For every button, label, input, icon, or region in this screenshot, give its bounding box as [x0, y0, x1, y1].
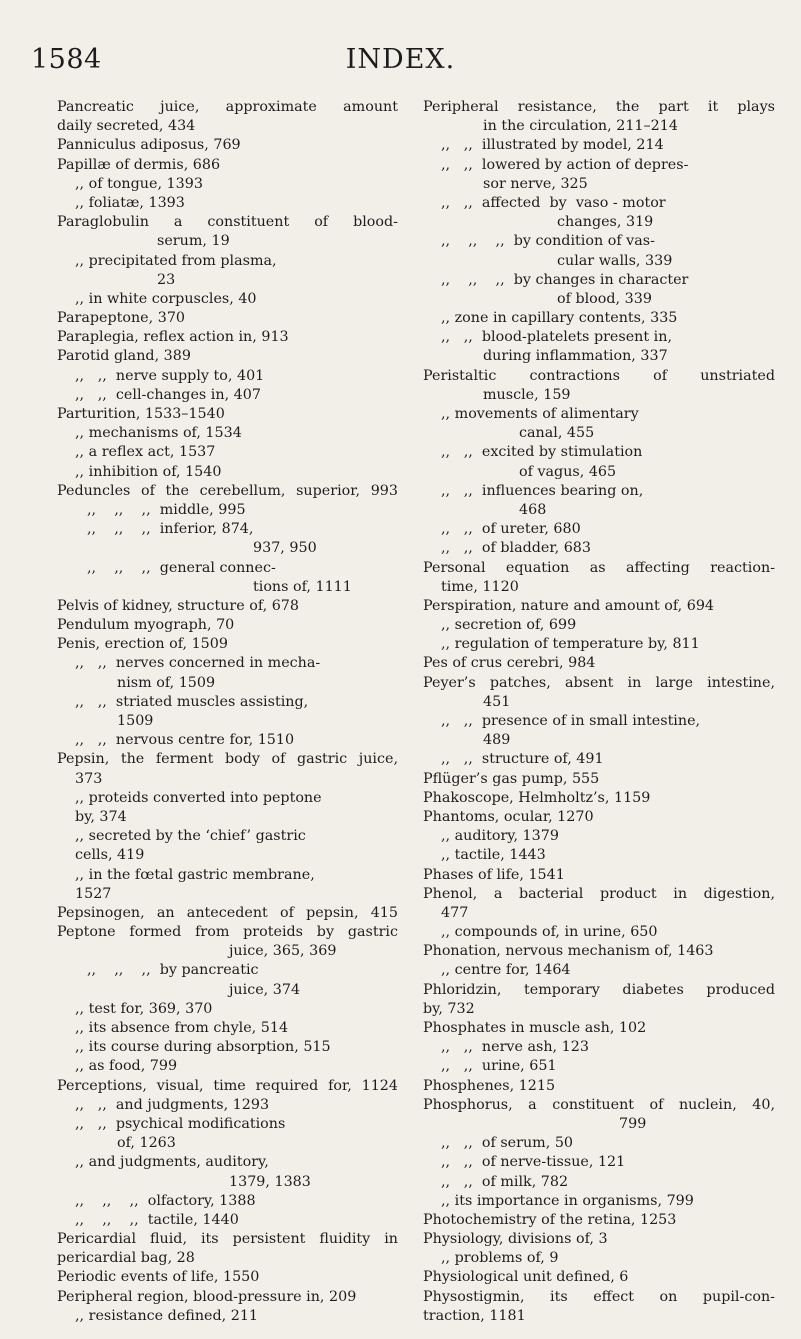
index-entry-line: Phonation, nervous mechanism of, 1463 [423, 943, 714, 960]
index-entry-line: juice, 365, 369 [229, 943, 337, 960]
index-entry-line: 1379, 1383 [229, 1173, 311, 1190]
index-entry-line: ,, ,, of bladder, 683 [441, 540, 591, 557]
index-entry-line: Pelvis of kidney, structure of, 678 [57, 597, 299, 614]
index-entry-line: ,, problems of, 9 [441, 1250, 559, 1267]
index-entry-line: serum, 19 [157, 233, 230, 250]
index-entry-line: Physostigmin, its effect on pupil-con- [423, 1288, 775, 1305]
index-entry-line: Pendulum myograph, 70 [57, 617, 235, 634]
index-entry-line: Parturition, 1533–1540 [57, 406, 225, 422]
index-entry-line: time, 1120 [441, 578, 519, 595]
index-entry-line: 373 [75, 770, 103, 787]
index-entry-line: Peduncles of the cerebellum, superior, 993 [57, 482, 398, 499]
index-entry-line: 451 [483, 693, 511, 710]
index-entry-line: 937, 950 [253, 540, 317, 557]
index-entry-line: ,, foliatæ, 1393 [75, 194, 185, 211]
index-entry-line: 23 [157, 271, 176, 288]
index-entry-line: Pes of crus cerebri, 984 [423, 655, 596, 672]
index-entry-line: ,, ,, nerve ash, 123 [441, 1039, 589, 1056]
index-entry-line: Perspiration, nature and amount of, 694 [423, 597, 715, 614]
index-entry-line: ,, tactile, 1443 [441, 847, 546, 864]
index-entry-line: by, 732 [423, 1000, 475, 1017]
index-entry-line: ,, a reflex act, 1537 [75, 444, 216, 461]
index-entry-line: of, 1263 [117, 1135, 176, 1152]
index-entry-line: Phenol, a bacterial product in digestion, [423, 885, 775, 902]
index-entry-line: juice, 374 [229, 981, 301, 998]
index-entry-line: ,, ,, blood-platelets present in, [441, 329, 673, 346]
index-entry-line: ,, ,, excited by stimulation [441, 444, 643, 461]
index-entry-line: ,, ,, ,, by condition of vas- [441, 233, 655, 250]
index-entry-line: Panniculus adiposus, 769 [57, 137, 241, 154]
index-entry-line: Periodic events of life, 1550 [57, 1269, 260, 1286]
index-entry-line: Pepsin, the ferment body of gastric juice, [57, 751, 398, 768]
page-header [0, 44, 801, 84]
index-entry-line: ,, in white corpuscles, 40 [75, 290, 257, 307]
index-entry-line: 799 [619, 1115, 647, 1132]
index-entry-line: sor nerve, 325 [483, 175, 588, 192]
index-entry-line: ,, ,, structure of, 491 [441, 751, 604, 768]
index-entry-line: ,, ,, ,, inferior, 874, [87, 521, 254, 538]
index-entry-line: Paraplegia, reflex action in, 913 [57, 329, 289, 346]
index-entry-line: Personal equation as affecting reaction- [423, 559, 775, 576]
index-entry-line: Phosphates in muscle ash, 102 [423, 1020, 647, 1036]
index-entry-line: ,, mechanisms of, 1534 [75, 425, 242, 442]
index-entry-line: ,, ,, ,, middle, 995 [87, 501, 246, 518]
index-entry-line: ,, centre for, 1464 [441, 962, 571, 979]
running-title: INDEX. [345, 44, 456, 75]
index-entry-line: ,, ,, urine, 651 [441, 1058, 557, 1075]
index-entry-line: Pericardial fluid, its persistent fluidity in [57, 1231, 398, 1248]
index-entry-line: Phases of life, 1541 [423, 866, 565, 883]
index-entry-line: ,, ,, affected by vaso - motor [441, 194, 666, 211]
index-entry-line: ,, resistance defined, 211 [75, 1307, 259, 1324]
index-entry-line: tions of, 1111 [253, 578, 352, 595]
index-entry-line: ,, ,, of serum, 50 [441, 1135, 574, 1152]
index-entry-line: ,, its course during absorption, 515 [75, 1039, 331, 1056]
index-entry-line: 1509 [117, 713, 154, 729]
index-entry-line: Peripheral region, blood-pressure in, 209 [57, 1288, 357, 1305]
index-entry-line: ,, ,, ,, olfactory, 1388 [75, 1192, 256, 1209]
index-entry-line: Parotid gland, 389 [57, 348, 191, 365]
index-entry-line: ,, compounds of, in urine, 650 [441, 924, 658, 941]
index-entry-line: by, 374 [75, 808, 127, 825]
index-entry-line: ,, ,, of ureter, 680 [441, 521, 581, 538]
index-entry-line: ,, ,, cell-changes in, 407 [75, 386, 261, 403]
index-entry-line: ,, ,, ,, general connec- [87, 559, 276, 576]
index-entry-line: Phantoms, ocular, 1270 [423, 808, 594, 825]
index-entry-line: Peristaltic contractions of unstriated [423, 367, 775, 384]
index-entry-line: Phosphorus, a constituent of nuclein, 40, [423, 1096, 775, 1113]
index-entry-line: Peptone formed from proteids by gastric [57, 924, 398, 941]
index-entry-line: Pflüger’s gas pump, 555 [423, 770, 600, 787]
index-entry-line: 489 [483, 732, 511, 749]
index-entry-line: ,, secretion of, 699 [441, 617, 577, 634]
index-entry-line: Phloridzin, temporary diabetes produced [423, 981, 775, 998]
index-entry-line: ,, test for, 369, 370 [75, 1000, 213, 1017]
index-entry-line: daily secreted, 434 [57, 118, 196, 135]
index-entry-line: ,, zone in capillary contents, 335 [441, 310, 678, 327]
index-entry-line: ,, in the fœtal gastric membrane, [75, 866, 315, 883]
index-entry-line: ,, proteids converted into peptone [75, 789, 322, 806]
index-entry-line: ,, ,, nerves concerned in mecha- [75, 655, 321, 672]
index-entry-line: Penis, erection of, 1509 [57, 636, 228, 653]
index-entry-line: ,, inhibition of, 1540 [75, 463, 222, 480]
index-entry-line: ,, auditory, 1379 [441, 828, 559, 845]
index-entry-line: ,, ,, striated muscles assisting, [75, 693, 309, 710]
index-entry-line: Perceptions, visual, time required for, 1124 [57, 1077, 398, 1094]
index-entry-line: Parapeptone, 370 [57, 310, 186, 327]
index-entry-line: ,, ,, presence of in small intestine, [441, 713, 701, 729]
index-entry-line: ,, ,, ,, by changes in character [441, 271, 689, 288]
index-entry-line: during inflammation, 337 [483, 348, 668, 365]
index-entry-line: traction, 1181 [423, 1307, 526, 1324]
index-entry-line: Pepsinogen, an antecedent of pepsin, 415 [57, 904, 398, 921]
index-entry-line: Paraglobulin a constituent of blood- [57, 214, 398, 231]
index-entry-line: ,, as food, 799 [75, 1058, 178, 1075]
index-entry-line: ,, and judgments, auditory, [75, 1154, 269, 1171]
page-number: 1584 [31, 44, 102, 75]
index-entry-line: changes, 319 [557, 214, 654, 231]
index-entry-line: ,, precipitated from plasma, [75, 252, 277, 269]
index-entry-line: ,, regulation of temperature by, 811 [441, 636, 700, 653]
index-entry-line: ,, ,, of nerve-tissue, 121 [441, 1154, 626, 1171]
index-entry-line: nism of, 1509 [117, 674, 216, 691]
index-entry-line: ,, ,, and judgments, 1293 [75, 1096, 270, 1113]
index-entry-line: ,, ,, nerve supply to, 401 [75, 367, 265, 384]
index-entry-line: cells, 419 [75, 847, 145, 864]
index-entry-line: ,, ,, ,, tactile, 1440 [75, 1211, 239, 1228]
index-entry-line: Phakoscope, Helmholtz’s, 1159 [423, 789, 651, 806]
index-entry-line: muscle, 159 [483, 386, 571, 403]
index-entry-line: ,, of tongue, 1393 [75, 175, 203, 192]
index-entry-line: Physiological unit defined, 6 [423, 1269, 629, 1286]
index-entry-line: 1527 [75, 885, 112, 902]
index-entry-line: ,, ,, illustrated by model, 214 [441, 137, 664, 154]
index-entry-line: pericardial bag, 28 [57, 1250, 195, 1267]
index-entry-line: canal, 455 [519, 425, 595, 442]
index-entry-line: 468 [519, 501, 547, 518]
index-entry-line: Photochemistry of the retina, 1253 [423, 1211, 677, 1228]
index-entry-line: of vagus, 465 [519, 463, 617, 480]
index-entry-line: Phosphenes, 1215 [423, 1077, 556, 1094]
index-entry-line: ,, its importance in organisms, 799 [441, 1192, 694, 1209]
index-entry-line: 477 [441, 904, 469, 921]
index-entry-line: ,, ,, lowered by action of depres- [441, 156, 689, 173]
index-entry-line: in the circulation, 211–214 [483, 118, 678, 135]
index-entry-line: ,, movements of alimentary [441, 406, 639, 422]
index-entry-line: ,, ,, nervous centre for, 1510 [75, 732, 295, 749]
index-entry-line: ,, ,, of milk, 782 [441, 1173, 569, 1190]
index-entry-line: ,, its absence from chyle, 514 [75, 1020, 289, 1036]
index-entry-line: of blood, 339 [557, 290, 652, 307]
index-column-right [423, 98, 775, 1326]
index-column-left [57, 98, 398, 1326]
index-entry-line: Pancreatic juice, approximate amount [57, 99, 398, 115]
index-entry-line: Physiology, divisions of, 3 [423, 1231, 608, 1248]
index-entry-line: Papillæ of dermis, 686 [57, 156, 221, 173]
index-entry-line: cular walls, 339 [557, 252, 673, 269]
index-entry-line: ,, ,, influences bearing on, [441, 482, 644, 499]
index-entry-line: Peyer’s patches, absent in large intestine, [423, 674, 775, 691]
index-entry-line: ,, ,, psychical modifications [75, 1115, 286, 1132]
index-entry-line: ,, secreted by the ‘chief’ gastric [75, 828, 306, 845]
index-entry-line: ,, ,, ,, by pancreatic [87, 962, 259, 979]
index-entry-line: Peripheral resistance, the part it plays [423, 99, 775, 115]
